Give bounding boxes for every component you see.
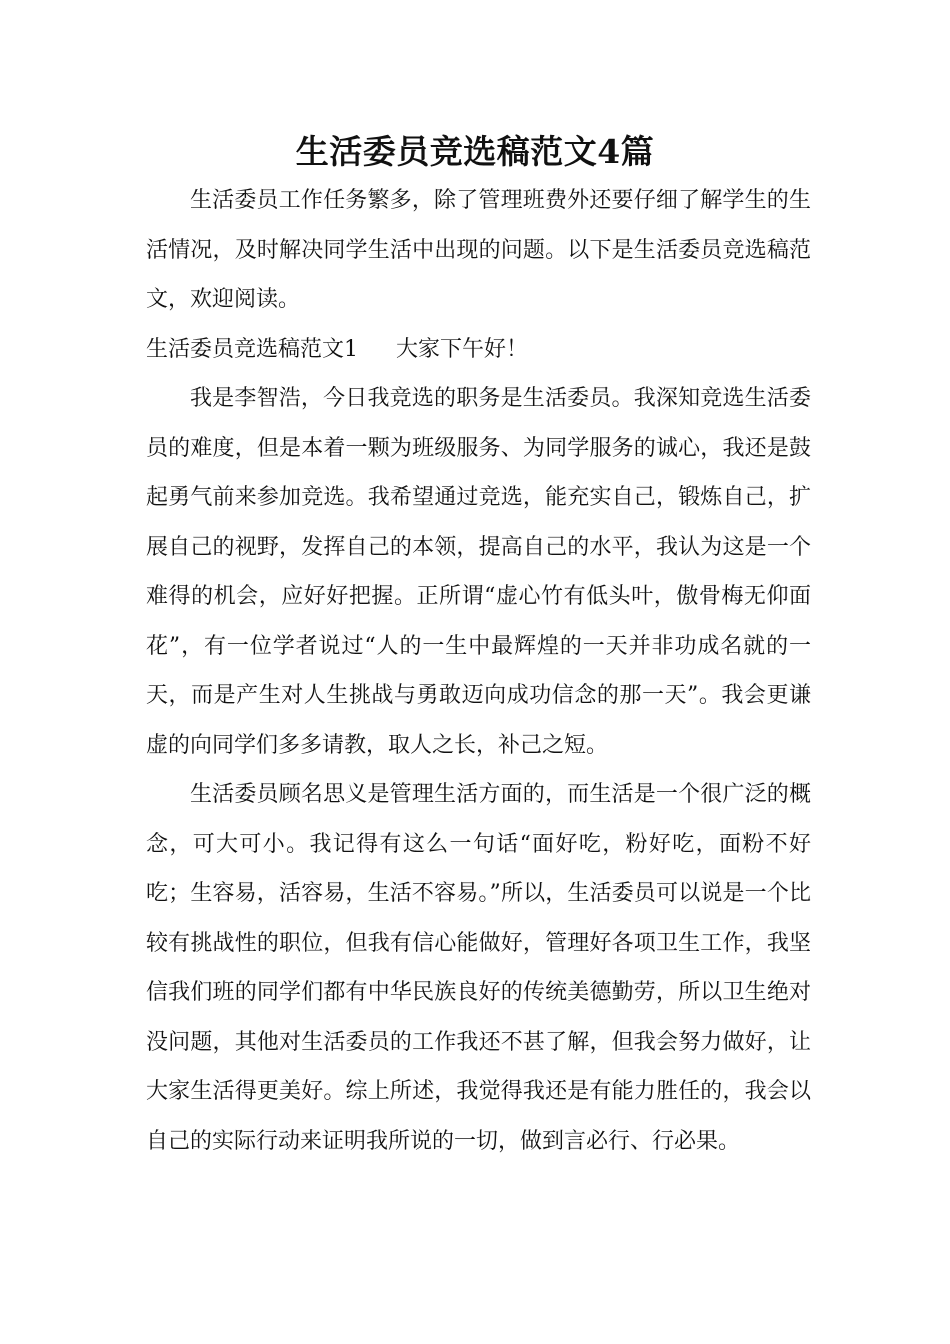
body-paragraph: 生活委员顾名思义是管理生活方面的，而生活是一个很广泛的概念，可大可小。我记得有这么一句话“面好吃，粉好吃，面粉不好吃；生容易，活容易，生活不容易。”所以，生活委员可以说是一个比较有挑战性的职位，但我有信心能做好，管理好各项卫生工作，我坚信我们班的同学们都有中华民族良好的传统美德勤劳，所以卫生绝对没问题，其他对生活委员的工作我还不甚了解，但我会努力做好，让大家生活得更美好。综上所述，我觉得我还是有能力胜任的，我会以自己的实际行动来证明我所说的一切，做到言必行、行必果。 [146,782,811,1154]
section-heading-line [146,325,811,375]
document-title: 生活委员竞选稿范文4篇 [295,132,655,171]
document-body [146,176,811,1166]
intro-paragraph: 生活委员工作任务繁多，除了管理班费外还要仔细了解学生的生活情况，及时解决同学生活中出现的问题。以下是生活委员竞选稿范文，欢迎阅读。 [146,188,811,312]
section-greeting: 大家下午好！ [396,336,529,362]
body-paragraph: 我是李智浩，今日我竞选的职务是生活委员。我深知竞选生活委员的难度，但是本着一颗为班级服务、为同学服务的诚心，我还是鼓起勇气前来参加竞选。我希望通过竞选，能充实自己，锻炼自己，扩展自己的视野，发挥自己的本领，提高自己的水平，我认为这是一个难得的机会，应好好把握。正所谓“虚心竹有低头叶，傲骨梅无仰面花”，有一位学者说过“人的一生中最辉煌的一天并非功成名就的一天，而是产生对人生挑战与勇敢迈向成功信念的那一天”。我会更谦虚的向同学们多多请教，取人之长，补己之短。 [146,386,811,758]
section-heading: 生活委员竞选稿范文1 [146,336,358,362]
